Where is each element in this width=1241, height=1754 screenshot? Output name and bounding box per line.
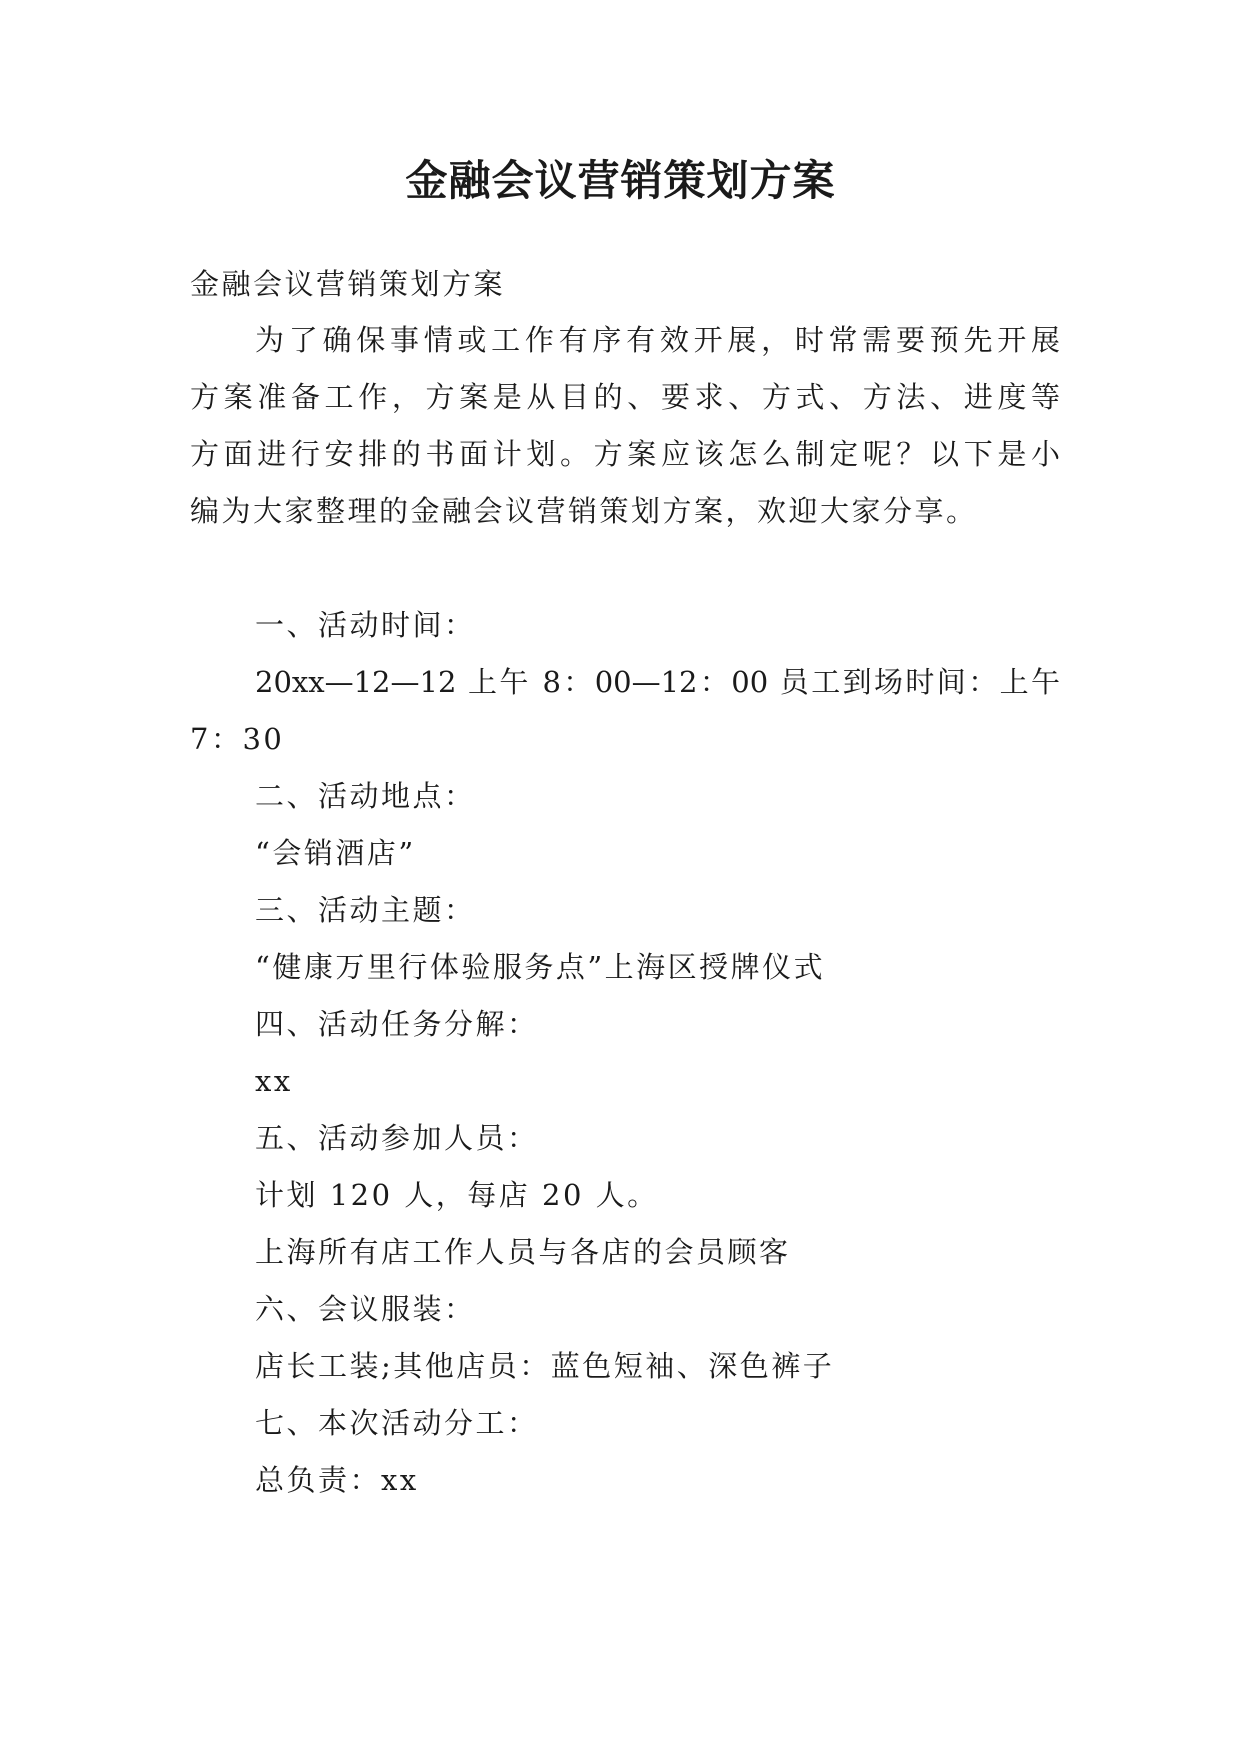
section-time-line-2: 7：30: [190, 722, 285, 756]
section-tasks-value: xx: [255, 1064, 293, 1098]
section-dress-value: 店长工装;其他店员：蓝色短袖、深色裤子: [255, 1349, 835, 1383]
document-title: 金融会议营销策划方案: [405, 156, 836, 205]
section-place-value: “会销酒店”: [255, 836, 416, 870]
section-division-heading: 七、本次活动分工：: [255, 1406, 539, 1440]
intro-line-1: 为了确保事情或工作有序有效开展，时常需要预先开展: [255, 323, 1060, 357]
intro-line-4: 编为大家整理的金融会议营销策划方案，欢迎大家分享。: [190, 494, 978, 528]
section-time-line-1: 20xx—12—12 上午 8：00—12：00 员工到场时间：上午: [255, 665, 1060, 699]
section-people-heading: 五、活动参加人员：: [255, 1121, 539, 1155]
section-tasks-heading: 四、活动任务分解：: [255, 1007, 539, 1041]
section-people-value-2: 上海所有店工作人员与各店的会员顾客: [255, 1235, 791, 1269]
section-theme-heading: 三、活动主题：: [255, 893, 476, 927]
section-people-value-1: 计划 120 人，每店 20 人。: [255, 1178, 659, 1212]
section-division-value: 总负责：xx: [255, 1463, 419, 1497]
intro-line-3: 方面进行安排的书面计划。方案应该怎么制定呢？以下是小: [190, 437, 1060, 471]
section-dress-heading: 六、会议服装：: [255, 1292, 476, 1326]
document-subtitle: 金融会议营销策划方案: [190, 267, 506, 301]
intro-line-2: 方案准备工作，方案是从目的、要求、方式、方法、进度等: [190, 380, 1060, 414]
section-place-heading: 二、活动地点：: [255, 779, 476, 813]
section-theme-value: “健康万里行体验服务点”上海区授牌仪式: [255, 950, 826, 984]
section-time-heading: 一、活动时间：: [255, 608, 476, 642]
